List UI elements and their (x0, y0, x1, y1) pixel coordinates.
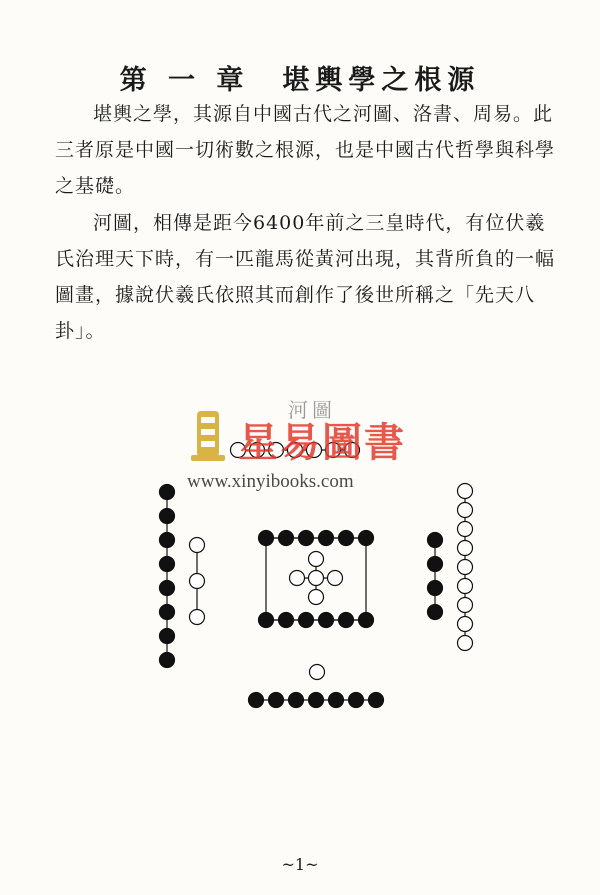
filled-dot (160, 605, 175, 620)
filled-dot (349, 693, 364, 708)
right-outer-dots (458, 484, 473, 651)
filled-dot (160, 557, 175, 572)
left-outer-dots (160, 485, 175, 668)
hollow-dot (458, 617, 473, 632)
paragraph-origins: 堪輿之學，其源自中國古代之河圖、洛書、周易。此三者原是中國一切術數之根源，也是中國古代哲學與科學之基礎。 (55, 103, 556, 197)
hollow-dot (458, 503, 473, 518)
filled-dot (160, 653, 175, 668)
filled-dot (329, 693, 344, 708)
hollow-dot (458, 522, 473, 537)
left-inner-dots (190, 538, 205, 625)
filled-dot (428, 533, 443, 548)
filled-dot (160, 581, 175, 596)
hollow-dot (309, 571, 324, 586)
filled-dot (160, 485, 175, 500)
hollow-dot (190, 574, 205, 589)
hollow-dot (458, 541, 473, 556)
filled-dot (428, 581, 443, 596)
filled-dot (160, 533, 175, 548)
filled-dot (160, 509, 175, 524)
filled-dot (249, 693, 264, 708)
filled-dot (369, 693, 384, 708)
hollow-dot (458, 579, 473, 594)
hollow-dot (309, 552, 324, 567)
hollow-dot (310, 665, 325, 680)
hollow-dot (458, 598, 473, 613)
hollow-dot (458, 484, 473, 499)
publisher-logo-icon (191, 411, 225, 461)
hollow-dot (309, 590, 324, 605)
filled-dot (289, 693, 304, 708)
hollow-dot (458, 636, 473, 651)
paragraph-hetu: 河圖，相傳是距今6400年前之三皇時代，有位伏羲氏治理天下時，有一匹龍馬從黃河出現，其背所負的一幅圖畫，據說伏羲氏依照其而創作了後世所稱之「先天八卦」。 (55, 212, 556, 342)
right-inner-dots (428, 533, 443, 620)
filled-dot (309, 693, 324, 708)
watermark (187, 411, 406, 492)
filled-dot (428, 605, 443, 620)
hollow-dot (290, 571, 305, 586)
hollow-dot (458, 560, 473, 575)
filled-dot (269, 693, 284, 708)
watermark-brand: 星易圖書 (238, 419, 406, 466)
diagram-title: 河圖 (288, 400, 336, 422)
hollow-dot (190, 538, 205, 553)
hetu-diagram (0, 390, 600, 730)
bottom-filled-dots (249, 693, 384, 708)
chapter-title: 第 一 章 堪輿學之根源 (119, 65, 481, 96)
center-cross-dots (290, 552, 343, 605)
filled-dot (160, 629, 175, 644)
bottom-single-dot (310, 665, 325, 680)
watermark-url: www.xinyibooks.com (187, 471, 354, 492)
page-number: ~1~ (281, 855, 319, 874)
hollow-dot (190, 610, 205, 625)
filled-dot (428, 557, 443, 572)
hollow-dot (328, 571, 343, 586)
